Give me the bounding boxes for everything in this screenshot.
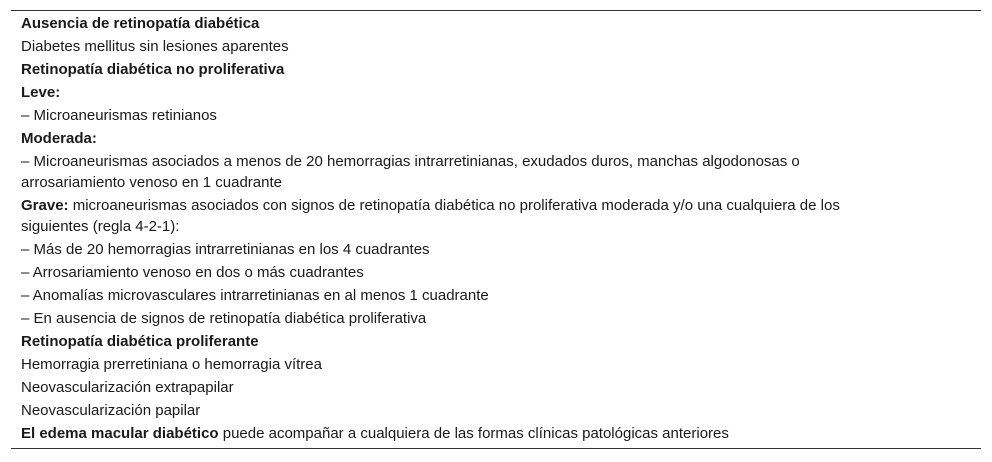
table-row [11,353,981,376]
row-text: Diabetes mellitus sin lesiones aparentes [21,38,289,55]
classification-table [11,10,981,449]
row-text: – Microaneurismas asociados a menos de 20 hemorragias intrarretinianas, exudados duros, manchas algodonosas o arrosariamiento venoso en 1 cuadrante [21,153,800,191]
row-text: microaneurismas asociados con signos de retinopatía diabética no proliferativa moderada y/o una cualquiera de los siguientes (regla 4-2-1): [21,197,840,235]
row-text: Neovascularización papilar [21,402,201,419]
row-text: – Más de 20 hemorragias intrarretinianas en los 4 cuadrantes [21,241,430,258]
section-heading: Retinopatía diabética no proliferativa [21,61,285,78]
table-row [11,58,981,81]
section-heading: Ausencia de retinopatía diabética [21,15,260,32]
table-row [11,307,981,330]
table-row [11,261,981,284]
table-row [11,399,981,422]
table-row [11,284,981,307]
table-row [11,194,901,238]
row-text: – Arrosariamiento venoso en dos o más cuadrantes [21,264,364,281]
table-row [11,11,981,35]
table-row [11,81,981,104]
row-text: Hemorragia prerretiniana o hemorragia vítrea [21,356,322,373]
table-row [11,330,981,353]
subsection-heading: Grave: [21,197,69,214]
table-row [11,35,981,58]
subsection-heading: Leve: [21,84,61,101]
row-text: – Anomalías microvasculares intrarretinianas en al menos 1 cuadrante [21,287,489,304]
table-row [11,150,901,194]
row-text: – Microaneurismas retinianos [21,107,217,124]
row-text: puede acompañar a cualquiera de las formas clínicas patológicas anteriores [218,425,729,442]
table-row [11,422,981,448]
table-row [11,376,981,399]
table-row [11,238,981,261]
row-text: Neovascularización extrapapilar [21,379,234,396]
section-heading: Retinopatía diabética proliferante [21,333,259,350]
section-heading: El edema macular diabético [21,425,219,442]
subsection-heading: Moderada: [21,130,97,147]
table-row [11,127,981,150]
table-row [11,104,981,127]
row-text: – En ausencia de signos de retinopatía diabética proliferativa [21,310,427,327]
